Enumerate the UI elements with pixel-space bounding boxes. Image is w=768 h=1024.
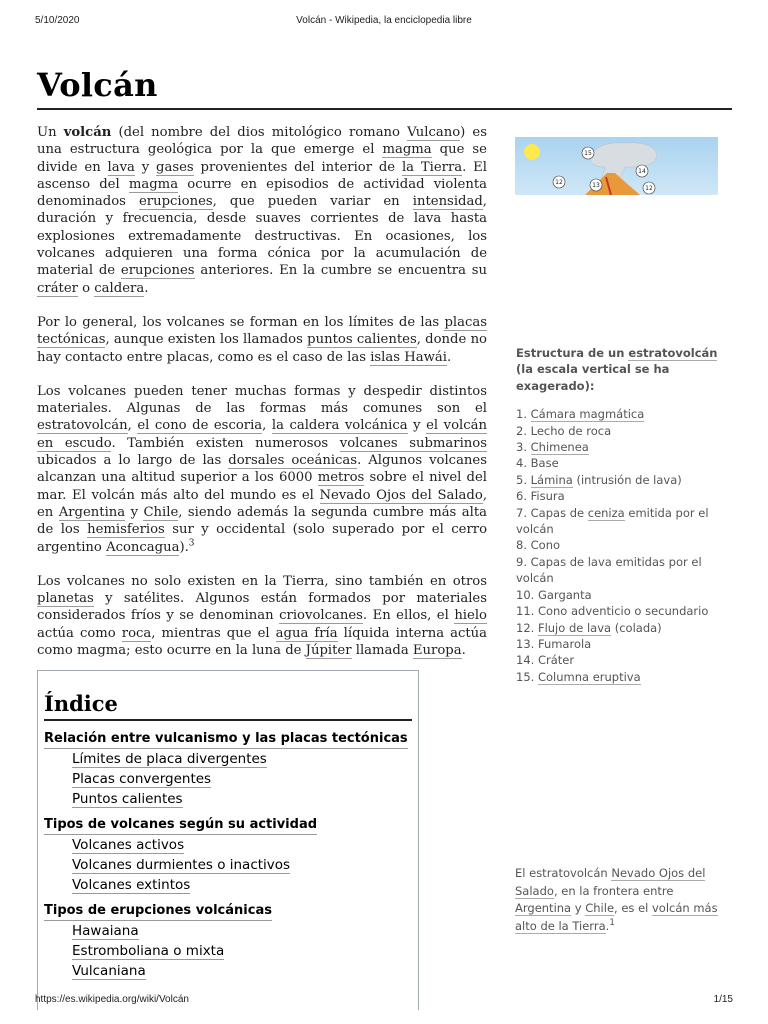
- print-footer: [35, 994, 733, 1010]
- link-cono-de-escoria[interactable]: el cono de escoria: [137, 418, 263, 434]
- toc-subsection-link[interactable]: Placas convergentes: [72, 771, 212, 787]
- stratovolcano-diagram[interactable]: [515, 137, 718, 195]
- legend-number: 6.: [516, 489, 531, 504]
- link-planetas[interactable]: planetas: [37, 591, 94, 607]
- link-volcan-en-escudo[interactable]: el volcán en escudo: [37, 418, 487, 451]
- toc-subsection: [72, 769, 412, 789]
- legend-number: 15.: [516, 669, 538, 684]
- legend-number: 5.: [516, 472, 531, 487]
- legend-item: [516, 669, 726, 685]
- toc-section: [44, 899, 412, 981]
- legend-item: [516, 603, 726, 619]
- link-gases[interactable]: gases: [156, 159, 194, 175]
- link-ojos-del-salado-caption[interactable]: Nevado Ojos del Salado: [515, 866, 706, 898]
- link-hemisferios[interactable]: hemisferios: [87, 522, 165, 538]
- link-puntos-calientes[interactable]: puntos calientes: [307, 332, 417, 348]
- paragraph-otros-planetas: Los volcanes no solo existen en la Tierra, sino también en otros planetas y satélites. Algunos están formados por materiales considerados fríos y se denominan criovolcanes. En ellos, el hielo actúa como roca, mientras que el agua fría líquida interna actúa como magma; esto ocurre en la luna de Júpiter llamada Europa.: [37, 573, 487, 659]
- legend-item: [516, 423, 726, 439]
- legend-text: (colada): [611, 620, 662, 635]
- toc-subsection-link[interactable]: Límites de placa divergentes: [72, 751, 267, 767]
- legend-item: [516, 406, 726, 422]
- legend-text: Garganta: [537, 587, 592, 602]
- link-aconcagua[interactable]: Aconcagua: [106, 539, 180, 555]
- link-vulcano[interactable]: Vulcano: [407, 125, 461, 140]
- toc-subsection-link[interactable]: Vulcaniana: [72, 963, 146, 979]
- paragraph-placas: Por lo general, los volcanes se forman en los límites de las placas tectónicas, aunque existen los llamados puntos calientes, donde no hay contacto entre placas, como es el caso de las islas Hawái.: [37, 314, 487, 365]
- legend-link[interactable]: Cámara magmática: [530, 407, 645, 422]
- link-metros[interactable]: metros: [317, 470, 365, 486]
- link-la-tierra[interactable]: la Tierra: [401, 159, 463, 175]
- diagram-label-12: 12: [555, 179, 563, 186]
- toc-subsection: [72, 961, 412, 981]
- link-volcanes-submarinos[interactable]: volcanes submarinos: [339, 435, 488, 451]
- toc-body: [44, 727, 412, 981]
- toc-subsection: [72, 875, 412, 895]
- toc-subsection-link[interactable]: Hawaiana: [72, 923, 139, 939]
- legend-text: Capas de lava emitidas por el volcán: [516, 554, 702, 586]
- link-jupiter[interactable]: Júpiter: [305, 643, 352, 659]
- caption-heading: Estructura de un estratovolcán (la escala vertical se ha exagerado):: [516, 346, 718, 393]
- legend-link[interactable]: Chimenea: [530, 440, 589, 455]
- legend-text: Base: [530, 456, 559, 471]
- link-criovolcanes[interactable]: criovolcanes: [279, 608, 363, 624]
- legend-number: 2.: [516, 423, 531, 438]
- legend-item: [516, 652, 726, 668]
- ref-1[interactable]: 1: [609, 917, 616, 928]
- legend-text: emitida por el volcán: [516, 505, 709, 537]
- toc-subsection: [72, 749, 412, 769]
- legend-item: [516, 636, 726, 652]
- link-magma-2[interactable]: magma: [128, 176, 179, 192]
- link-magma[interactable]: magma: [382, 142, 432, 158]
- link-roca[interactable]: roca: [121, 625, 152, 641]
- legend-item: [516, 472, 726, 488]
- legend-text: Cráter: [537, 653, 575, 668]
- legend-text: Cono adventicio o secundario: [537, 604, 709, 619]
- print-date: 5/10/2020: [35, 15, 80, 26]
- legend-item: [516, 537, 726, 553]
- legend-number: 14.: [516, 653, 538, 668]
- legend-text: Fisura: [530, 489, 565, 504]
- link-nevado-ojos-del-salado[interactable]: Nevado Ojos del Salado: [319, 487, 483, 503]
- toc-section-link[interactable]: Tipos de volcanes según su actividad: [44, 816, 317, 835]
- legend-item: [516, 620, 726, 636]
- toc-subsection: [72, 921, 412, 941]
- link-dorsales-oceanicas[interactable]: dorsales oceánicas: [228, 453, 358, 469]
- toc-subsection: [72, 941, 412, 961]
- legend-link[interactable]: Flujo de lava: [537, 620, 612, 635]
- toc-subsection-link[interactable]: Puntos calientes: [72, 791, 183, 807]
- toc-subsection: [72, 855, 412, 875]
- legend-text: Cono: [530, 538, 561, 553]
- toc-section-link[interactable]: Relación entre vulcanismo y las placas tectónicas: [44, 730, 408, 749]
- toc-section-link[interactable]: Tipos de erupciones volcánicas: [44, 902, 272, 921]
- toc-subsection-link[interactable]: Volcanes extintos: [72, 877, 191, 893]
- print-url: https://es.wikipedia.org/wiki/Volcán: [35, 994, 189, 1005]
- print-header: [35, 15, 733, 31]
- legend-item: [516, 488, 726, 504]
- link-estratovolcan[interactable]: estratovolcán: [37, 418, 128, 434]
- photo-caption: El estratovolcán Nevado Ojos del Salado, en la frontera entre Argentina y Chile, es el volcán más alto de la Tierra.$^1$: [515, 866, 718, 933]
- legend-number: 13.: [516, 636, 538, 651]
- toc-section: [44, 813, 412, 895]
- sun-icon: [524, 144, 540, 160]
- link-caldera[interactable]: caldera: [94, 280, 145, 296]
- link-crater[interactable]: cráter: [37, 280, 78, 296]
- link-intensidad[interactable]: intensidad: [412, 194, 483, 210]
- link-erupciones-2[interactable]: erupciones: [120, 263, 195, 279]
- toc-title: Índice: [44, 691, 412, 721]
- legend-number: 7.: [516, 505, 531, 520]
- page-title: Volcán: [37, 66, 158, 104]
- legend-item: [516, 554, 726, 587]
- legend-number: 11.: [516, 604, 538, 619]
- title-divider: [37, 108, 732, 110]
- legend-link[interactable]: Columna eruptiva: [537, 669, 641, 684]
- link-volcan-mas-alto[interactable]: volcán más alto de la Tierra: [515, 901, 718, 933]
- diagram-label-12b: 12: [645, 185, 653, 192]
- link-erupciones[interactable]: erupciones: [138, 194, 213, 210]
- legend-number: 1.: [516, 407, 531, 422]
- legend-item: [516, 505, 726, 538]
- toc-subsection-link[interactable]: Volcanes durmientes o inactivos: [72, 857, 291, 873]
- legend-item: [516, 455, 726, 471]
- legend-text: Fumarola: [537, 636, 592, 651]
- diagram-caption: [516, 345, 726, 685]
- link-argentina[interactable]: Argentina: [58, 504, 126, 520]
- diagram-label-15: 15: [584, 150, 592, 157]
- legend-link[interactable]: Lámina: [530, 472, 573, 487]
- print-doc-title: Volcán - Wikipedia, la enciclopedia libre: [296, 15, 472, 26]
- link-islas-hawai[interactable]: islas Hawái: [370, 349, 447, 365]
- legend-number: 4.: [516, 456, 531, 471]
- legend-list: [516, 406, 726, 685]
- ref-3[interactable]: 3: [188, 538, 195, 549]
- diagram-label-14: 14: [638, 168, 646, 175]
- toc-subsection: [72, 835, 412, 855]
- legend-number: 10.: [516, 587, 538, 602]
- legend-item: [516, 587, 726, 603]
- table-of-contents: [37, 670, 419, 1010]
- legend-link[interactable]: ceniza: [587, 505, 625, 520]
- link-chile[interactable]: Chile: [143, 504, 179, 520]
- toc-subsection-link[interactable]: Estromboliana o mixta: [72, 943, 225, 959]
- link-placas-tectonicas[interactable]: placas tectónicas: [37, 314, 487, 348]
- legend-item: [516, 439, 726, 455]
- link-caldera-volcanica[interactable]: la caldera volcánica: [271, 418, 408, 434]
- article-body: [37, 124, 487, 676]
- link-argentina-caption[interactable]: Argentina: [515, 901, 572, 915]
- legend-number: 9.: [516, 554, 531, 569]
- legend-text: Lecho de roca: [530, 423, 612, 438]
- link-europa[interactable]: Europa: [412, 643, 462, 659]
- link-lava[interactable]: lava: [107, 159, 135, 175]
- toc-subsection-link[interactable]: Volcanes activos: [72, 837, 185, 853]
- toc-subsection: [72, 789, 412, 809]
- legend-text: (intrusión de lava): [572, 472, 682, 487]
- print-page-number: 1/15: [713, 994, 733, 1005]
- intro-paragraph: Un volcán (del nombre del dios mitológico romano Vulcano) es una estructura geológica por la que emerge el magma que se divide en lava y gases provenientes del interior de la Tierra. El ascenso del magma ocurre en episodios de actividad violenta denominados erupciones, que pueden variar en intensidad, duración y frecuencia, desde suaves corrientes de lava hasta explosiones extremadamente destructivas. En ocasiones, los volcanes adquieren una forma cónica por la acumulación de material de erupciones anteriores. En la cumbre se encuentra su cráter o caldera.: [37, 125, 488, 296]
- link-agua-fria[interactable]: agua fría: [275, 625, 338, 641]
- toc-section: [44, 727, 412, 809]
- legend-number: 3.: [516, 440, 531, 455]
- link-estratovolcan-caption[interactable]: estratovolcán: [628, 346, 718, 360]
- legend-number: 12.: [516, 620, 538, 635]
- legend-number: 8.: [516, 538, 531, 553]
- legend-text: Capas de: [530, 505, 588, 520]
- link-chile-caption[interactable]: Chile: [585, 901, 615, 915]
- paragraph-formas: Los volcanes pueden tener muchas formas y despedir distintos materiales. Algunas de las formas más comunes son el estratovolcán, el cono de escoria, la caldera volcánica y el volcán en escudo. También existen numerosos volcanes submarinos ubicados a lo largo de las dorsales oceánicas. Algunos volcanes alcanzan una altitud superior a los 6000 metros sobre el nivel del mar. El volcán más alto del mundo es el Nevado Ojos del Salado, en Argentina y Chile, siendo además la segunda cumbre más alta de los hemisferios sur y occidental (solo superado por el cerro argentino Aconcagua).$^3$: [37, 383, 488, 555]
- link-hielo[interactable]: hielo: [454, 608, 487, 624]
- diagram-label-13: 13: [592, 182, 600, 189]
